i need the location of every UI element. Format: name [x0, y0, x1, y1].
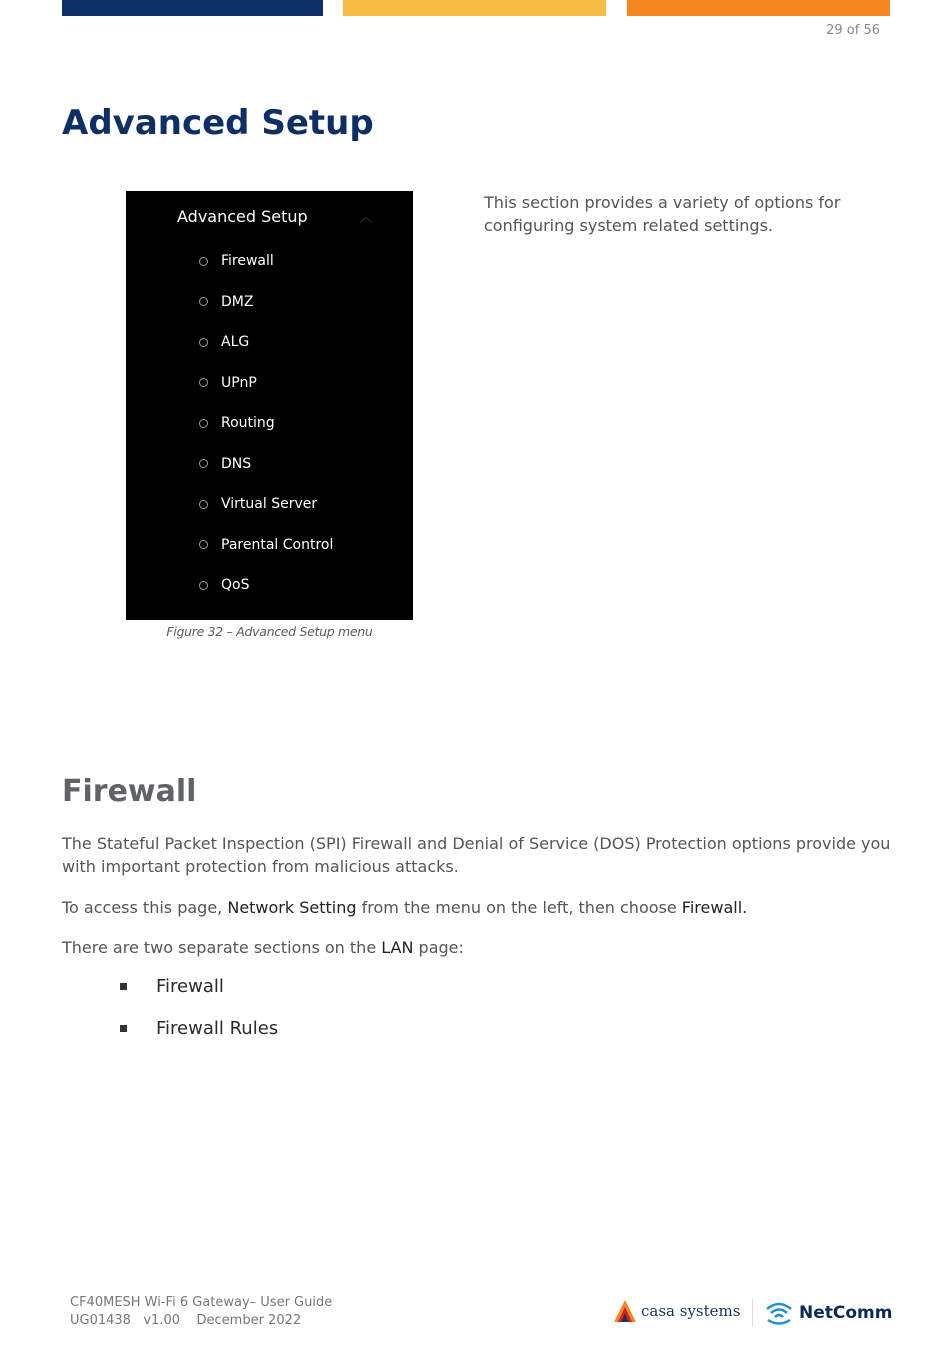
- menu-item-label: ALG: [221, 334, 250, 350]
- header-bar-yellow: [343, 0, 606, 16]
- footer-doc-version: UG01438 v1.00 December 2022: [70, 1313, 302, 1328]
- logo-divider: [752, 1299, 753, 1327]
- bullet-firewall-rules: [120, 1018, 278, 1039]
- menu-item-label: DNS: [221, 455, 252, 472]
- header-bar-orange: [627, 0, 890, 16]
- section-title-firewall: Firewall: [62, 774, 197, 809]
- menu-item-dns: [199, 452, 251, 476]
- menu-item-label: Routing: [221, 415, 275, 431]
- intro-paragraph: This section provides a variety of options for configuring system related settings.: [484, 193, 841, 235]
- circle-bullet-icon: [199, 338, 208, 347]
- circle-bullet-icon: [199, 378, 208, 387]
- menu-item-qos: [199, 573, 249, 597]
- header-bar-blue: [62, 0, 323, 16]
- footer-text: [70, 1294, 332, 1330]
- menu-item-dmz: [199, 290, 253, 314]
- firewall-description: The Stateful Packet Inspection (SPI) Firewall and Denial of Service (DOS) Protection options provide you with important protection from malicious attacks.: [62, 834, 891, 876]
- access-instructions: [62, 896, 892, 919]
- bullet-firewall: [120, 976, 224, 997]
- netcomm-logo: [765, 1300, 892, 1326]
- bullet-label: Firewall Rules: [156, 1018, 279, 1039]
- figure-caption: Figure 32 – Advanced Setup menu: [166, 624, 373, 639]
- footer-doc-title: CF40MESH Wi-Fi 6 Gateway– User Guide: [70, 1295, 333, 1310]
- bullet-square-icon: [120, 983, 127, 990]
- circle-bullet-icon: [199, 581, 208, 590]
- section-title-advanced-setup: Advanced Setup: [62, 103, 374, 143]
- menu-item-label: DMZ: [221, 293, 254, 310]
- menu-item-alg: [199, 330, 249, 354]
- circle-bullet-icon: [199, 257, 208, 266]
- lan-link: LAN: [381, 938, 414, 957]
- casa-triangle-icon: [613, 1299, 637, 1323]
- firewall-link: Firewall.: [681, 898, 748, 917]
- menu-item-upnp: [199, 371, 257, 395]
- menu-item-virtual-server: [199, 492, 317, 516]
- circle-bullet-icon: [199, 540, 208, 549]
- menu-item-routing: [199, 411, 275, 435]
- netcomm-logo-text: NetComm: [799, 1303, 893, 1323]
- access-text-pre: To access this page,: [62, 898, 228, 917]
- advanced-setup-menu-screenshot: [126, 191, 413, 620]
- page-number: 29 of 56: [826, 23, 880, 38]
- menu-title: Advanced Setup: [177, 207, 308, 226]
- circle-bullet-icon: [199, 459, 208, 468]
- chevron-up-icon: ︿: [359, 210, 373, 226]
- menu-item-label: Firewall: [221, 253, 274, 269]
- access-text-mid: from the menu on the left, then choose: [356, 898, 682, 917]
- circle-bullet-icon: [199, 419, 208, 428]
- bullet-square-icon: [120, 1025, 127, 1032]
- menu-item-firewall: [199, 249, 274, 273]
- sections-intro: [62, 936, 892, 959]
- wifi-icon: [765, 1300, 793, 1326]
- casa-logo-text: casa systems: [641, 1302, 741, 1320]
- casa-systems-logo: [613, 1299, 740, 1323]
- menu-item-label: UPnP: [221, 374, 257, 391]
- sections-text-post: page:: [413, 938, 464, 957]
- circle-bullet-icon: [199, 500, 208, 509]
- menu-item-parental-control: [199, 533, 333, 557]
- circle-bullet-icon: [199, 297, 208, 306]
- bullet-label: Firewall: [156, 976, 224, 997]
- menu-item-label: Parental Control: [221, 536, 334, 553]
- network-setting-link: Network Setting: [227, 898, 357, 917]
- menu-item-label: QoS: [221, 577, 250, 593]
- sections-text-pre: There are two separate sections on the: [62, 938, 382, 957]
- menu-item-label: Virtual Server: [221, 496, 318, 512]
